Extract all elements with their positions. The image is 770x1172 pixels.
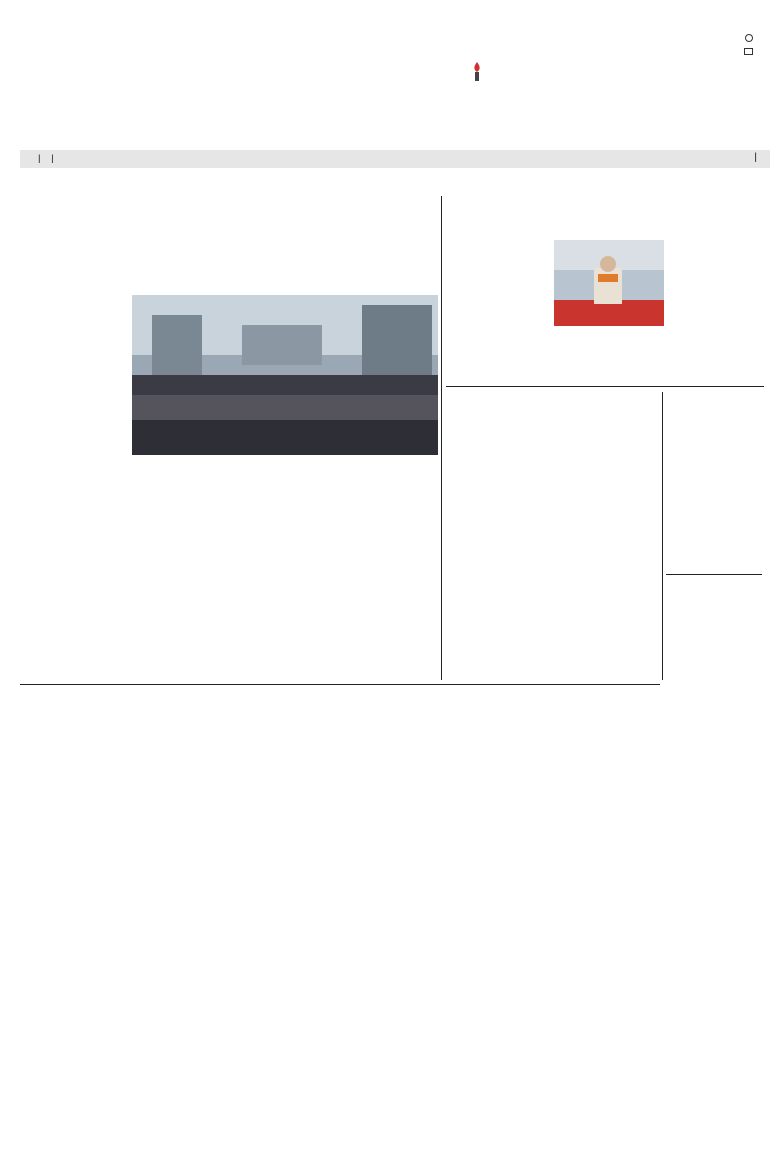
pm-body-col2 bbox=[554, 330, 664, 382]
pm-body-col1 bbox=[446, 240, 550, 382]
lead-body-col3 bbox=[234, 460, 330, 678]
info-bar-left: | | bbox=[38, 153, 54, 164]
lead-body-col4 bbox=[338, 460, 434, 668]
divider bbox=[662, 392, 663, 680]
website-row bbox=[596, 33, 756, 43]
congress-body-col1 bbox=[666, 477, 762, 561]
divider bbox=[20, 684, 660, 685]
divider bbox=[441, 196, 442, 680]
divider bbox=[666, 574, 762, 575]
loc-body-col2 bbox=[554, 434, 658, 662]
prayer-crowd-image bbox=[132, 295, 438, 455]
globe-icon bbox=[745, 34, 753, 42]
pm-photo bbox=[554, 240, 664, 326]
info-bar-right: | bbox=[754, 152, 757, 163]
masthead bbox=[0, 0, 770, 172]
pm-rally-image bbox=[554, 240, 664, 326]
mail-icon bbox=[744, 48, 753, 55]
lead-body-col1 bbox=[34, 296, 128, 678]
loc-body-col1 bbox=[446, 434, 550, 672]
pm-body-col3 bbox=[670, 240, 762, 372]
divider bbox=[446, 386, 764, 387]
lead-photo bbox=[132, 295, 438, 455]
email-row bbox=[596, 46, 756, 56]
torch-icon bbox=[468, 60, 486, 82]
lead-body-col2 bbox=[132, 460, 228, 678]
